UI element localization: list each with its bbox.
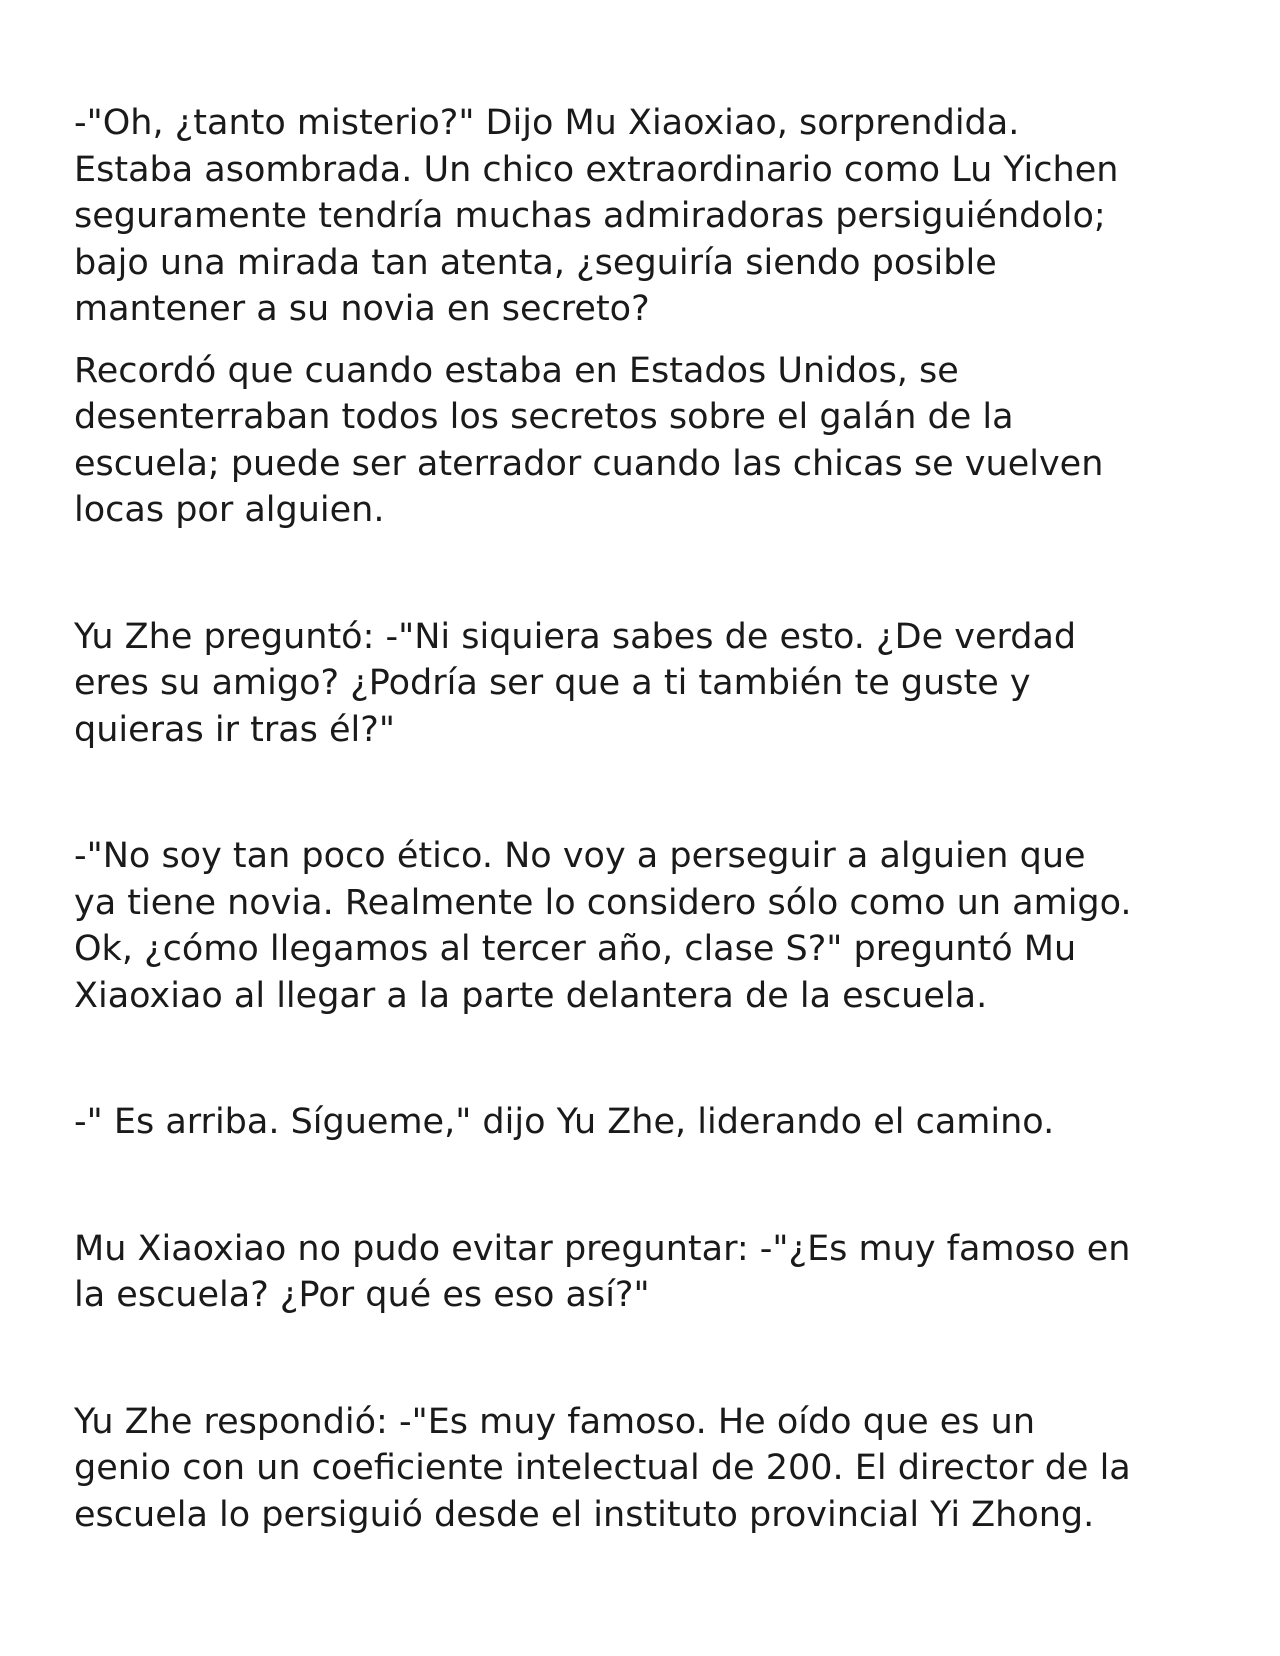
paragraph-1: -"Oh, ¿tanto misterio?" Dijo Mu Xiaoxiao, sorprendida. Estaba asombrada. Un chico extraordinario como Lu Yichen seguramente tendría muchas admiradoras persiguiéndolo; bajo una mirada tan atenta, ¿seguiría siendo posible mantener a su novia en secreto? — [74, 103, 1119, 329]
paragraph-spacer — [74, 1019, 1224, 1099]
paragraph-2: Recordó que cuando estaba en Estados Unidos, se desenterraban todos los secretos sobre el galán de la escuela; puede ser aterrador cuando las chicas se vuelven locas por alguien. — [74, 350, 1104, 530]
paragraph-5: -" Es arriba. Sígueme," dijo Yu Zhe, liderando el camino. — [74, 1102, 1055, 1142]
paragraph-4: -"No soy tan poco ético. No voy a perseguir a alguien que ya tiene novia. Realmente lo considero sólo como un amigo. Ok, ¿cómo llegamos al tercer año, clase S?" preguntó Mu Xiaoxiao al llegar a la parte delantera de la escuela. — [74, 836, 1132, 1016]
paragraph-3: Yu Zhe preguntó: -"Ni siquiera sabes de esto. ¿De verdad eres su amigo? ¿Podría ser que a ti también te guste y quieras ir tras él?" — [74, 616, 1077, 750]
document-page — [74, 100, 1224, 1538]
paragraph-7: Yu Zhe respondió: -"Es muy famoso. He oído que es un genio con un coeficiente intelectual de 200. El director de la escuela lo persiguió desde el instituto provincial Yi Zhong. — [74, 1401, 1131, 1535]
paragraph-spacer — [74, 1319, 1224, 1399]
paragraph-spacer — [74, 1146, 1224, 1226]
paragraph-6: Mu Xiaoxiao no pudo evitar preguntar: -"¿Es muy famoso en la escuela? ¿Por qué es eso así?" — [74, 1228, 1131, 1315]
paragraph-spacer — [74, 753, 1224, 833]
paragraph-spacer — [74, 333, 1224, 348]
paragraph-spacer — [74, 534, 1224, 614]
